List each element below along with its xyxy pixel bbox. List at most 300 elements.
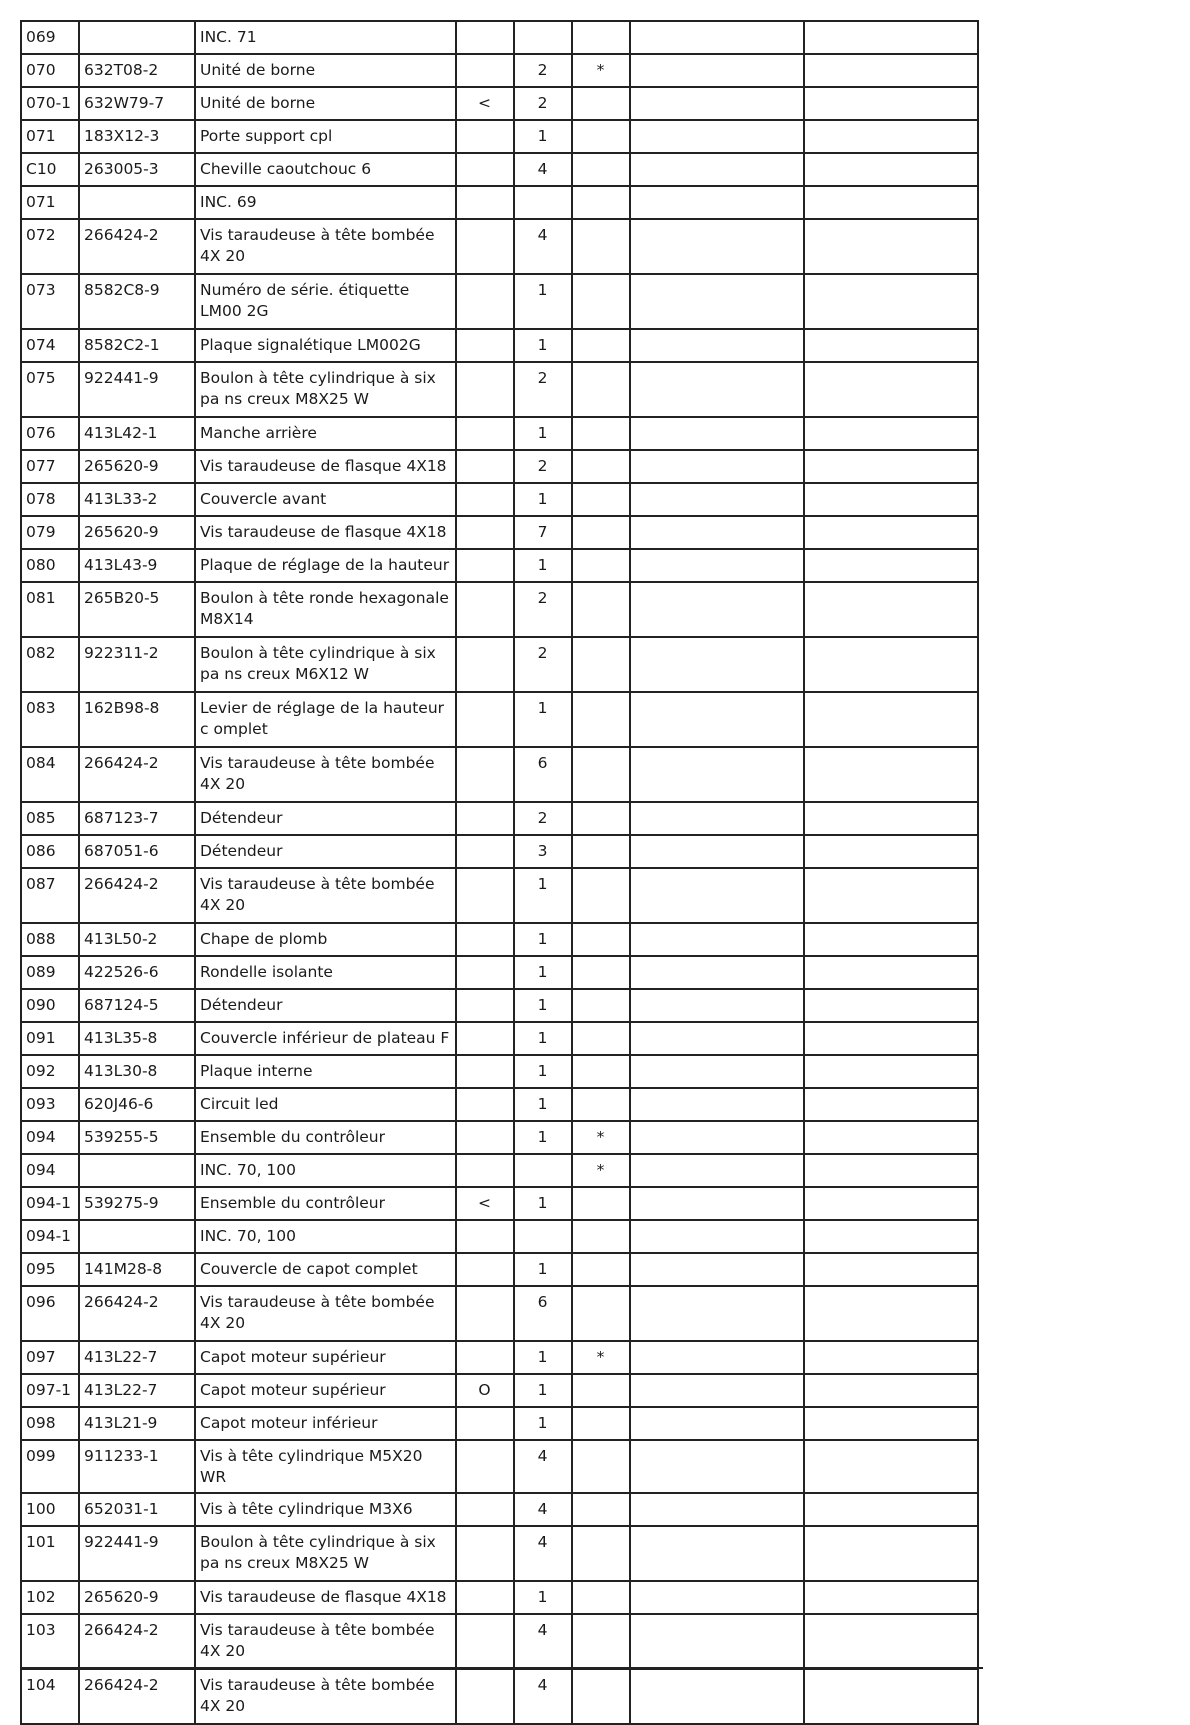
change-flag-cell: < (456, 1187, 514, 1220)
item-number-cell: 102 (21, 1581, 79, 1614)
change-flag-cell: < (456, 87, 514, 120)
table-row (21, 582, 978, 637)
blank-cell (804, 637, 978, 692)
item-number-cell: 100 (21, 1493, 79, 1526)
description-cell: Unité de borne (195, 54, 456, 87)
part-number-cell: 8582C2-1 (79, 329, 195, 362)
part-number-cell: 687124-5 (79, 989, 195, 1022)
note-mark-cell (572, 1253, 630, 1286)
part-number-cell: 265620-9 (79, 450, 195, 483)
item-number-cell: 094-1 (21, 1220, 79, 1253)
item-number-cell: C10 (21, 153, 79, 186)
table-continuation (20, 1667, 983, 1687)
item-number-cell: 094 (21, 1121, 79, 1154)
blank-cell (630, 274, 804, 329)
blank-cell (804, 274, 978, 329)
item-number-cell: 083 (21, 692, 79, 747)
note-mark-cell (572, 1440, 630, 1493)
description-cell: Couvercle de capot complet (195, 1253, 456, 1286)
part-number-cell: 922311-2 (79, 637, 195, 692)
description-cell: INC. 70, 100 (195, 1220, 456, 1253)
blank-cell (804, 1088, 978, 1121)
blank-cell (804, 1493, 978, 1526)
note-mark-cell (572, 450, 630, 483)
item-number-cell: 095 (21, 1253, 79, 1286)
item-number-cell: 086 (21, 835, 79, 868)
part-number-cell: 922441-9 (79, 362, 195, 417)
description-cell: Vis taraudeuse à tête bombée 4X 20 (195, 1669, 456, 1724)
description-cell: Capot moteur supérieur (195, 1374, 456, 1407)
note-mark-cell (572, 1581, 630, 1614)
change-flag-cell (456, 483, 514, 516)
table-row (21, 637, 978, 692)
blank-cell (630, 1154, 804, 1187)
item-number-cell: 072 (21, 219, 79, 274)
description-cell: Ensemble du contrôleur (195, 1121, 456, 1154)
item-number-cell: 075 (21, 362, 79, 417)
item-number-cell: 085 (21, 802, 79, 835)
item-number-cell: 101 (21, 1526, 79, 1581)
quantity-cell: 1 (514, 417, 572, 450)
quantity-cell: 2 (514, 802, 572, 835)
quantity-cell: 1 (514, 989, 572, 1022)
blank-cell (804, 1187, 978, 1220)
part-number-cell (79, 1220, 195, 1253)
description-cell: Détendeur (195, 989, 456, 1022)
change-flag-cell (456, 54, 514, 87)
quantity-cell: 4 (514, 153, 572, 186)
quantity-cell: 4 (514, 1440, 572, 1493)
description-cell: Plaque interne (195, 1055, 456, 1088)
item-number-cell: 071 (21, 186, 79, 219)
quantity-cell: 4 (514, 1493, 572, 1526)
change-flag-cell (456, 923, 514, 956)
part-number-cell: 620J46-6 (79, 1088, 195, 1121)
table-row (21, 1341, 978, 1374)
item-number-cell: 070 (21, 54, 79, 87)
blank-cell (804, 1526, 978, 1581)
blank-cell (804, 1055, 978, 1088)
part-number-cell: 413L33-2 (79, 483, 195, 516)
table-row (21, 692, 978, 747)
change-flag-cell (456, 450, 514, 483)
description-cell: Capot moteur supérieur (195, 1341, 456, 1374)
note-mark-cell (572, 956, 630, 989)
blank-cell (630, 153, 804, 186)
blank-cell (630, 417, 804, 450)
item-number-cell: 080 (21, 549, 79, 582)
blank-cell (804, 1286, 978, 1341)
quantity-cell (514, 186, 572, 219)
change-flag-cell (456, 1055, 514, 1088)
blank-cell (804, 1022, 978, 1055)
blank-cell (804, 1253, 978, 1286)
quantity-cell: 6 (514, 747, 572, 802)
table-row (21, 329, 978, 362)
part-number-cell: 413L35-8 (79, 1022, 195, 1055)
item-number-cell: 074 (21, 329, 79, 362)
quantity-cell: 4 (514, 219, 572, 274)
note-mark-cell (572, 637, 630, 692)
blank-cell (630, 1440, 804, 1493)
change-flag-cell (456, 956, 514, 989)
change-flag-cell (456, 549, 514, 582)
change-flag-cell (456, 516, 514, 549)
blank-cell (630, 329, 804, 362)
note-mark-cell (572, 219, 630, 274)
change-flag-cell (456, 1154, 514, 1187)
blank-cell (804, 1440, 978, 1493)
description-cell: Couvercle inférieur de plateau F (195, 1022, 456, 1055)
description-cell: Numéro de série. étiquette LM00 2G (195, 274, 456, 329)
change-flag-cell (456, 637, 514, 692)
note-mark-cell (572, 329, 630, 362)
quantity-cell: 1 (514, 483, 572, 516)
quantity-cell: 7 (514, 516, 572, 549)
table-row (21, 1154, 978, 1187)
table-row (21, 417, 978, 450)
part-number-cell: 266424-2 (79, 1669, 195, 1724)
blank-cell (630, 549, 804, 582)
note-mark-cell (572, 153, 630, 186)
quantity-cell: 1 (514, 1088, 572, 1121)
blank-cell (804, 582, 978, 637)
blank-cell (630, 1187, 804, 1220)
blank-cell (630, 1493, 804, 1526)
blank-cell (804, 54, 978, 87)
description-cell: Détendeur (195, 802, 456, 835)
change-flag-cell (456, 153, 514, 186)
quantity-cell: 1 (514, 1022, 572, 1055)
quantity-cell: 1 (514, 1253, 572, 1286)
part-number-cell: 162B98-8 (79, 692, 195, 747)
note-mark-cell (572, 1286, 630, 1341)
description-cell: Boulon à tête cylindrique à six pa ns creux M8X25 W (195, 362, 456, 417)
change-flag-cell (456, 362, 514, 417)
table-row (21, 274, 978, 329)
table-row (21, 1493, 978, 1526)
change-flag-cell (456, 274, 514, 329)
change-flag-cell (456, 219, 514, 274)
change-flag-cell (456, 1121, 514, 1154)
table-row (21, 1088, 978, 1121)
item-number-cell: 078 (21, 483, 79, 516)
note-mark-cell (572, 483, 630, 516)
blank-cell (630, 219, 804, 274)
table-row (21, 1055, 978, 1088)
change-flag-cell (456, 989, 514, 1022)
note-mark-cell (572, 692, 630, 747)
note-mark-cell (572, 417, 630, 450)
blank-cell (630, 923, 804, 956)
change-flag-cell (456, 1407, 514, 1440)
change-flag-cell (456, 1088, 514, 1121)
quantity-cell: 1 (514, 1121, 572, 1154)
change-flag-cell (456, 582, 514, 637)
item-number-cell: 089 (21, 956, 79, 989)
table-row (21, 1581, 978, 1614)
note-mark-cell (572, 582, 630, 637)
note-mark-cell (572, 1614, 630, 1669)
blank-cell (804, 483, 978, 516)
blank-cell (630, 835, 804, 868)
note-mark-cell (572, 835, 630, 868)
table-row (21, 802, 978, 835)
table-row (21, 120, 978, 153)
item-number-cell: 079 (21, 516, 79, 549)
part-number-cell: 8582C8-9 (79, 274, 195, 329)
blank-cell (804, 956, 978, 989)
table-row (21, 1407, 978, 1440)
change-flag-cell (456, 186, 514, 219)
blank-cell (630, 450, 804, 483)
note-mark-cell (572, 1088, 630, 1121)
item-number-cell: 103 (21, 1614, 79, 1669)
description-cell: Couvercle avant (195, 483, 456, 516)
table-row (21, 1022, 978, 1055)
item-number-cell: 091 (21, 1022, 79, 1055)
part-number-cell: 413L42-1 (79, 417, 195, 450)
quantity-cell: 4 (514, 1614, 572, 1669)
item-number-cell: 094 (21, 1154, 79, 1187)
item-number-cell: 081 (21, 582, 79, 637)
table-row (21, 87, 978, 120)
change-flag-cell (456, 21, 514, 54)
blank-cell (804, 450, 978, 483)
part-number-cell: 265B20-5 (79, 582, 195, 637)
quantity-cell: 1 (514, 1341, 572, 1374)
description-cell: Plaque de réglage de la hauteur (195, 549, 456, 582)
table-row (21, 989, 978, 1022)
item-number-cell: 098 (21, 1407, 79, 1440)
quantity-cell: 2 (514, 582, 572, 637)
table-row (21, 1121, 978, 1154)
item-number-cell: 099 (21, 1440, 79, 1493)
blank-cell (804, 1121, 978, 1154)
part-number-cell: 266424-2 (79, 747, 195, 802)
part-number-cell: 413L50-2 (79, 923, 195, 956)
part-number-cell: 687123-7 (79, 802, 195, 835)
blank-cell (630, 1253, 804, 1286)
description-cell: INC. 69 (195, 186, 456, 219)
blank-cell (804, 120, 978, 153)
blank-cell (630, 87, 804, 120)
change-flag-cell: O (456, 1374, 514, 1407)
change-flag-cell (456, 1526, 514, 1581)
quantity-cell: 2 (514, 362, 572, 417)
blank-cell (804, 549, 978, 582)
part-number-cell: 539255-5 (79, 1121, 195, 1154)
blank-cell (630, 120, 804, 153)
blank-cell (804, 802, 978, 835)
change-flag-cell (456, 329, 514, 362)
table-row (21, 956, 978, 989)
blank-cell (804, 1154, 978, 1187)
item-number-cell: 093 (21, 1088, 79, 1121)
quantity-cell: 1 (514, 956, 572, 989)
blank-cell (630, 1121, 804, 1154)
quantity-cell: 1 (514, 923, 572, 956)
blank-cell (630, 692, 804, 747)
blank-cell (804, 186, 978, 219)
quantity-cell: 4 (514, 1526, 572, 1581)
note-mark-cell: * (572, 1341, 630, 1374)
description-cell: Vis taraudeuse à tête bombée 4X 20 (195, 1614, 456, 1669)
description-cell: Circuit led (195, 1088, 456, 1121)
table-row (21, 1187, 978, 1220)
blank-cell (630, 483, 804, 516)
note-mark-cell: * (572, 1121, 630, 1154)
description-cell: INC. 70, 100 (195, 1154, 456, 1187)
change-flag-cell (456, 1581, 514, 1614)
table-row (21, 186, 978, 219)
blank-cell (804, 329, 978, 362)
note-mark-cell (572, 362, 630, 417)
quantity-cell: 1 (514, 868, 572, 923)
table-row (21, 1614, 978, 1669)
blank-cell (630, 516, 804, 549)
blank-cell (804, 747, 978, 802)
change-flag-cell (456, 868, 514, 923)
part-number-cell (79, 21, 195, 54)
blank-cell (804, 692, 978, 747)
part-number-cell: 183X12-3 (79, 120, 195, 153)
table-row (21, 923, 978, 956)
table-row (21, 549, 978, 582)
blank-cell (804, 1220, 978, 1253)
item-number-cell: 090 (21, 989, 79, 1022)
change-flag-cell (456, 1220, 514, 1253)
blank-cell (804, 1614, 978, 1669)
table-row (21, 1374, 978, 1407)
blank-cell (630, 1581, 804, 1614)
blank-cell (630, 1055, 804, 1088)
blank-cell (804, 516, 978, 549)
quantity-cell: 1 (514, 120, 572, 153)
item-number-cell: 069 (21, 21, 79, 54)
blank-cell (804, 1374, 978, 1407)
parts-list-sheet (20, 20, 979, 1725)
blank-cell (630, 637, 804, 692)
description-cell: Cheville caoutchouc 6 (195, 153, 456, 186)
note-mark-cell (572, 1187, 630, 1220)
change-flag-cell (456, 120, 514, 153)
item-number-cell: 087 (21, 868, 79, 923)
blank-cell (630, 1088, 804, 1121)
note-mark-cell (572, 516, 630, 549)
change-flag-cell (456, 1341, 514, 1374)
part-number-cell: 266424-2 (79, 1286, 195, 1341)
table-row (21, 1220, 978, 1253)
note-mark-cell (572, 274, 630, 329)
change-flag-cell (456, 417, 514, 450)
item-number-cell: 096 (21, 1286, 79, 1341)
part-number-cell: 632T08-2 (79, 54, 195, 87)
quantity-cell: 1 (514, 692, 572, 747)
blank-cell (630, 362, 804, 417)
table-row (21, 54, 978, 87)
item-number-cell: 104 (21, 1669, 79, 1724)
description-cell: Vis taraudeuse à tête bombée 4X 20 (195, 219, 456, 274)
part-number-cell: 632W79-7 (79, 87, 195, 120)
part-number-cell: 413L43-9 (79, 549, 195, 582)
change-flag-cell (456, 802, 514, 835)
quantity-cell: 1 (514, 1407, 572, 1440)
description-cell: Vis taraudeuse de flasque 4X18 (195, 516, 456, 549)
parts-table (20, 20, 979, 1725)
blank-cell (630, 1526, 804, 1581)
part-number-cell: 266424-2 (79, 868, 195, 923)
note-mark-cell (572, 868, 630, 923)
description-cell: Boulon à tête ronde hexagonale M8X14 (195, 582, 456, 637)
part-number-cell: 911233-1 (79, 1440, 195, 1493)
description-cell: Chape de plomb (195, 923, 456, 956)
note-mark-cell (572, 186, 630, 219)
change-flag-cell (456, 1253, 514, 1286)
blank-cell (804, 1341, 978, 1374)
item-number-cell: 084 (21, 747, 79, 802)
description-cell: Porte support cpl (195, 120, 456, 153)
quantity-cell (514, 21, 572, 54)
table-row (21, 835, 978, 868)
part-number-cell: 413L21-9 (79, 1407, 195, 1440)
note-mark-cell: * (572, 1154, 630, 1187)
blank-cell (630, 1341, 804, 1374)
part-number-cell: 413L22-7 (79, 1341, 195, 1374)
part-number-cell: 266424-2 (79, 219, 195, 274)
part-number-cell: 539275-9 (79, 1187, 195, 1220)
table-row (21, 153, 978, 186)
table-row (21, 868, 978, 923)
description-cell: Boulon à tête cylindrique à six pa ns creux M8X25 W (195, 1526, 456, 1581)
blank-cell (804, 219, 978, 274)
table-row (21, 362, 978, 417)
quantity-cell: 2 (514, 450, 572, 483)
item-number-cell: 082 (21, 637, 79, 692)
blank-cell (630, 186, 804, 219)
blank-cell (804, 362, 978, 417)
part-number-cell: 922441-9 (79, 1526, 195, 1581)
item-number-cell: 073 (21, 274, 79, 329)
blank-cell (630, 747, 804, 802)
blank-cell (630, 1614, 804, 1669)
quantity-cell: 1 (514, 329, 572, 362)
quantity-cell: 1 (514, 549, 572, 582)
blank-cell (630, 1220, 804, 1253)
description-cell: Unité de borne (195, 87, 456, 120)
blank-cell (630, 1407, 804, 1440)
part-number-cell: 422526-6 (79, 956, 195, 989)
blank-cell (804, 1581, 978, 1614)
blank-cell (630, 956, 804, 989)
description-cell: Rondelle isolante (195, 956, 456, 989)
description-cell: Vis taraudeuse de flasque 4X18 (195, 1581, 456, 1614)
description-cell: Plaque signalétique LM002G (195, 329, 456, 362)
description-cell: Capot moteur inférieur (195, 1407, 456, 1440)
blank-cell (804, 923, 978, 956)
part-number-cell: 263005-3 (79, 153, 195, 186)
item-number-cell: 097 (21, 1341, 79, 1374)
note-mark-cell (572, 989, 630, 1022)
blank-cell (804, 21, 978, 54)
change-flag-cell (456, 692, 514, 747)
description-cell: Vis taraudeuse à tête bombée 4X 20 (195, 1286, 456, 1341)
change-flag-cell (456, 1286, 514, 1341)
part-number-cell: 265620-9 (79, 1581, 195, 1614)
part-number-cell: 413L22-7 (79, 1374, 195, 1407)
quantity-cell: 2 (514, 637, 572, 692)
description-cell: Boulon à tête cylindrique à six pa ns creux M6X12 W (195, 637, 456, 692)
